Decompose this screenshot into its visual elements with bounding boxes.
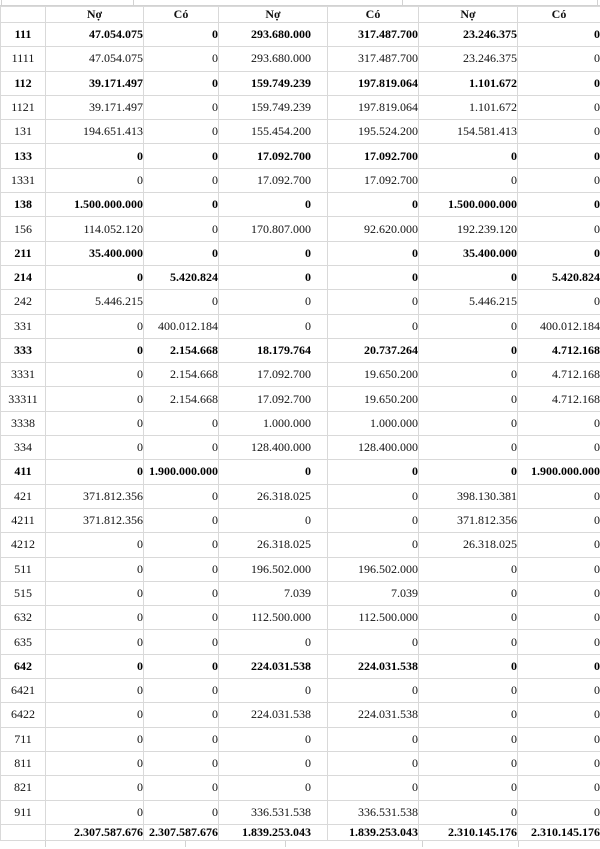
table-row [1,679,600,703]
account-code-cell: 1111 [1,47,46,71]
table-row [1,144,600,168]
value-cell: 0 [419,679,518,703]
value-cell: 0 [328,751,419,775]
value-cell: 0 [144,47,219,71]
value-cell: 0 [144,95,219,119]
value-cell: 0 [328,727,419,751]
value-cell: 20.737.264 [328,338,419,362]
value-cell: 0 [419,460,518,484]
value-cell: 371.812.356 [419,508,518,532]
value-cell: 194.651.413 [46,120,144,144]
value-cell: 224.031.538 [219,654,328,678]
value-cell: 159.749.239 [219,95,328,119]
value-cell: 0 [518,47,600,71]
total-value-cell: 1.839.253.043 [219,825,328,841]
value-cell: 0 [518,484,600,508]
value-cell: 0 [219,265,328,289]
value-cell: 0 [518,800,600,825]
value-cell: 0 [518,776,600,800]
value-cell: 19.650.200 [328,387,419,411]
account-code-cell: 911 [1,800,46,825]
value-cell: 1.101.672 [419,95,518,119]
value-cell: 112.500.000 [219,606,328,630]
account-code-cell: 33311 [1,387,46,411]
value-cell: 0 [518,120,600,144]
table-row [1,606,600,630]
value-cell: 155.454.200 [219,120,328,144]
value-cell: 0 [46,314,144,338]
value-cell: 0 [518,144,600,168]
value-cell: 0 [419,387,518,411]
table-row [1,557,600,581]
value-cell: 0 [144,581,219,605]
value-cell: 1.000.000 [328,411,419,435]
value-cell: 0 [46,751,144,775]
value-cell: 0 [419,776,518,800]
value-cell: 0 [518,71,600,95]
grid-fragment-tick [597,0,598,5]
account-code-cell: 711 [1,727,46,751]
value-cell: 5.446.215 [46,290,144,314]
value-cell: 0 [144,557,219,581]
value-cell: 0 [144,411,219,435]
value-cell: 0 [419,654,518,678]
account-code-cell: 821 [1,776,46,800]
value-cell: 0 [144,193,219,217]
column-header: Nợ [219,7,328,23]
account-code-cell: 515 [1,581,46,605]
table-row [1,314,600,338]
value-cell: 159.749.239 [219,71,328,95]
value-cell: 1.900.000.000 [518,460,600,484]
value-cell: 0 [144,436,219,460]
value-cell: 293.680.000 [219,23,328,47]
value-cell: 0 [219,727,328,751]
value-cell: 0 [328,265,419,289]
value-cell: 195.524.200 [328,120,419,144]
value-cell: 0 [144,800,219,825]
grid-fragment-tick [422,841,423,847]
table-row [1,703,600,727]
account-code-cell: 334 [1,436,46,460]
value-cell: 0 [144,484,219,508]
table-row [1,654,600,678]
value-cell: 0 [518,751,600,775]
value-cell: 4.712.168 [518,363,600,387]
value-cell: 400.012.184 [144,314,219,338]
total-value-cell: 2.307.587.676 [144,825,219,841]
value-cell: 7.039 [219,581,328,605]
value-cell: 0 [46,460,144,484]
account-code-cell: 511 [1,557,46,581]
table-row [1,484,600,508]
value-cell: 0 [419,630,518,654]
value-cell: 0 [518,533,600,557]
value-cell: 0 [219,193,328,217]
value-cell: 371.812.356 [46,484,144,508]
value-cell: 92.620.000 [328,217,419,241]
value-cell: 0 [219,290,328,314]
value-cell: 0 [328,193,419,217]
value-cell: 170.807.000 [219,217,328,241]
value-cell: 0 [46,387,144,411]
value-cell: 0 [144,217,219,241]
value-cell: 114.052.120 [46,217,144,241]
value-cell: 0 [328,460,419,484]
value-cell: 0 [219,460,328,484]
value-cell: 224.031.538 [219,703,328,727]
value-cell: 0 [219,241,328,265]
value-cell: 0 [419,144,518,168]
value-cell: 17.092.700 [219,387,328,411]
value-cell: 0 [328,290,419,314]
value-cell: 2.154.668 [144,363,219,387]
account-code-cell: 642 [1,654,46,678]
column-header: Có [328,7,419,23]
value-cell: 1.101.672 [419,71,518,95]
value-cell: 0 [518,508,600,532]
grid-fragment-tick [402,0,403,5]
table-row [1,436,600,460]
value-cell: 39.171.497 [46,95,144,119]
header-row [1,7,600,23]
value-cell: 0 [518,703,600,727]
grid-fragment-tick [133,0,134,5]
grid-fragment-tick [1,0,2,5]
value-cell: 19.650.200 [328,363,419,387]
value-cell: 0 [518,411,600,435]
value-cell: 0 [518,193,600,217]
table-row [1,338,600,362]
value-cell: 0 [144,606,219,630]
value-cell: 0 [328,679,419,703]
value-cell: 0 [518,679,600,703]
value-cell: 39.171.497 [46,71,144,95]
value-cell: 0 [46,654,144,678]
value-cell: 0 [328,533,419,557]
value-cell: 0 [219,679,328,703]
table-row [1,71,600,95]
value-cell: 5.420.824 [144,265,219,289]
value-cell: 4.712.168 [518,387,600,411]
value-cell: 23.246.375 [419,23,518,47]
value-cell: 336.531.538 [219,800,328,825]
corner-header-cell [1,7,46,23]
value-cell: 0 [144,679,219,703]
value-cell: 0 [518,436,600,460]
value-cell: 7.039 [328,581,419,605]
account-code-cell: 1331 [1,168,46,192]
value-cell: 0 [144,703,219,727]
value-cell: 0 [144,508,219,532]
trial-balance-table [0,6,600,841]
account-code-cell: 4211 [1,508,46,532]
table-row [1,800,600,825]
value-cell: 5.446.215 [419,290,518,314]
value-cell: 0 [518,630,600,654]
value-cell: 0 [328,776,419,800]
value-cell: 0 [144,120,219,144]
value-cell: 0 [219,508,328,532]
value-cell: 35.400.000 [46,241,144,265]
table-row [1,241,600,265]
table-row [1,217,600,241]
account-code-cell: 333 [1,338,46,362]
value-cell: 0 [144,290,219,314]
value-cell: 26.318.025 [219,533,328,557]
value-cell: 0 [46,630,144,654]
grid-fragment-tick [285,841,286,847]
table-row [1,363,600,387]
table-row [1,411,600,435]
value-cell: 0 [46,679,144,703]
value-cell: 336.531.538 [328,800,419,825]
value-cell: 35.400.000 [419,241,518,265]
value-cell: 0 [419,363,518,387]
value-cell: 0 [419,703,518,727]
value-cell: 0 [144,751,219,775]
value-cell: 0 [144,776,219,800]
value-cell: 293.680.000 [219,47,328,71]
top-crop-fragment [0,0,600,6]
column-header: Nợ [46,7,144,23]
value-cell: 18.179.764 [219,338,328,362]
account-code-cell: 131 [1,120,46,144]
table-row [1,727,600,751]
value-cell: 0 [46,338,144,362]
value-cell: 0 [144,727,219,751]
value-cell: 17.092.700 [328,144,419,168]
value-cell: 0 [46,800,144,825]
value-cell: 0 [46,776,144,800]
value-cell: 2.154.668 [144,387,219,411]
account-code-cell: 138 [1,193,46,217]
table-row [1,265,600,289]
account-code-cell: 4212 [1,533,46,557]
value-cell: 1.500.000.000 [46,193,144,217]
value-cell: 224.031.538 [328,703,419,727]
value-cell: 196.502.000 [328,557,419,581]
account-code-cell: 632 [1,606,46,630]
value-cell: 17.092.700 [219,168,328,192]
value-cell: 0 [419,411,518,435]
value-cell: 154.581.413 [419,120,518,144]
value-cell: 371.812.356 [46,508,144,532]
value-cell: 17.092.700 [219,144,328,168]
value-cell: 0 [46,581,144,605]
value-cell: 17.092.700 [328,168,419,192]
table-row [1,460,600,484]
column-header: Có [144,7,219,23]
value-cell: 0 [419,436,518,460]
account-code-cell: 3338 [1,411,46,435]
value-cell: 317.487.700 [328,47,419,71]
value-cell: 0 [518,581,600,605]
value-cell: 1.500.000.000 [419,193,518,217]
value-cell: 0 [219,776,328,800]
value-cell: 0 [518,557,600,581]
value-cell: 47.054.075 [46,47,144,71]
value-cell: 0 [46,727,144,751]
value-cell: 26.318.025 [219,484,328,508]
value-cell: 2.154.668 [144,338,219,362]
value-cell: 0 [46,703,144,727]
value-cell: 0 [46,363,144,387]
column-header: Nợ [419,7,518,23]
total-row [1,825,600,841]
account-code-cell: 6422 [1,703,46,727]
value-cell: 112.500.000 [328,606,419,630]
value-cell: 1.000.000 [219,411,328,435]
value-cell: 17.092.700 [219,363,328,387]
value-cell: 0 [328,630,419,654]
value-cell: 23.246.375 [419,47,518,71]
value-cell: 4.712.168 [518,338,600,362]
value-cell: 0 [518,290,600,314]
value-cell: 0 [328,508,419,532]
account-code-cell: 242 [1,290,46,314]
value-cell: 0 [46,533,144,557]
table-row [1,95,600,119]
value-cell: 197.819.064 [328,71,419,95]
value-cell: 0 [144,23,219,47]
value-cell: 0 [219,314,328,338]
value-cell: 0 [518,654,600,678]
value-cell: 0 [419,314,518,338]
grid-fragment-tick [45,841,46,847]
table-row [1,290,600,314]
value-cell: 1.900.000.000 [144,460,219,484]
value-cell: 0 [518,606,600,630]
table-row [1,508,600,532]
value-cell: 0 [419,751,518,775]
table-row [1,630,600,654]
value-cell: 0 [419,727,518,751]
table-row [1,776,600,800]
value-cell: 0 [518,241,600,265]
value-cell: 0 [419,800,518,825]
value-cell: 224.031.538 [328,654,419,678]
value-cell: 0 [419,581,518,605]
table-row [1,47,600,71]
value-cell: 0 [144,654,219,678]
table-row [1,23,600,47]
value-cell: 317.487.700 [328,23,419,47]
value-cell: 5.420.824 [518,265,600,289]
value-cell: 398.130.381 [419,484,518,508]
account-code-cell: 211 [1,241,46,265]
value-cell: 0 [46,168,144,192]
total-label-cell [1,825,46,841]
value-cell: 0 [46,265,144,289]
account-code-cell: 156 [1,217,46,241]
table-row [1,533,600,557]
grid-fragment-tick [185,841,186,847]
value-cell: 0 [219,630,328,654]
value-cell: 0 [46,436,144,460]
value-cell: 400.012.184 [518,314,600,338]
account-code-cell: 112 [1,71,46,95]
value-cell: 0 [328,484,419,508]
table-row [1,751,600,775]
account-code-cell: 111 [1,23,46,47]
table-row [1,193,600,217]
value-cell: 0 [46,557,144,581]
value-cell: 0 [328,241,419,265]
value-cell: 0 [144,241,219,265]
value-cell: 192.239.120 [419,217,518,241]
total-value-cell: 2.307.587.676 [46,825,144,841]
value-cell: 0 [518,23,600,47]
account-code-cell: 635 [1,630,46,654]
total-value-cell: 1.839.253.043 [328,825,419,841]
value-cell: 0 [46,606,144,630]
account-code-cell: 331 [1,314,46,338]
value-cell: 0 [518,727,600,751]
value-cell: 0 [144,533,219,557]
table-row [1,387,600,411]
bottom-crop-fragment [0,841,600,849]
value-cell: 0 [144,71,219,95]
value-cell: 0 [419,557,518,581]
account-code-cell: 133 [1,144,46,168]
value-cell: 0 [419,168,518,192]
value-cell: 0 [419,265,518,289]
account-code-cell: 1121 [1,95,46,119]
value-cell: 0 [518,168,600,192]
value-cell: 0 [144,144,219,168]
value-cell: 0 [144,630,219,654]
table-row [1,581,600,605]
value-cell: 197.819.064 [328,95,419,119]
column-header: Có [518,7,600,23]
grid-fragment-tick [518,841,519,847]
value-cell: 47.054.075 [46,23,144,47]
account-code-cell: 6421 [1,679,46,703]
value-cell: 0 [518,95,600,119]
value-cell: 0 [518,217,600,241]
account-code-cell: 3331 [1,363,46,387]
account-code-cell: 811 [1,751,46,775]
value-cell: 0 [46,411,144,435]
value-cell: 0 [144,168,219,192]
value-cell: 26.318.025 [419,533,518,557]
table-body [1,23,600,825]
value-cell: 128.400.000 [219,436,328,460]
value-cell: 0 [419,338,518,362]
total-value-cell: 2.310.145.176 [518,825,600,841]
total-value-cell: 2.310.145.176 [419,825,518,841]
value-cell: 0 [46,144,144,168]
value-cell: 196.502.000 [219,557,328,581]
account-code-cell: 214 [1,265,46,289]
value-cell: 0 [328,314,419,338]
account-code-cell: 421 [1,484,46,508]
value-cell: 128.400.000 [328,436,419,460]
value-cell: 0 [219,751,328,775]
table-row [1,168,600,192]
account-code-cell: 411 [1,460,46,484]
table-row [1,120,600,144]
value-cell: 0 [419,606,518,630]
